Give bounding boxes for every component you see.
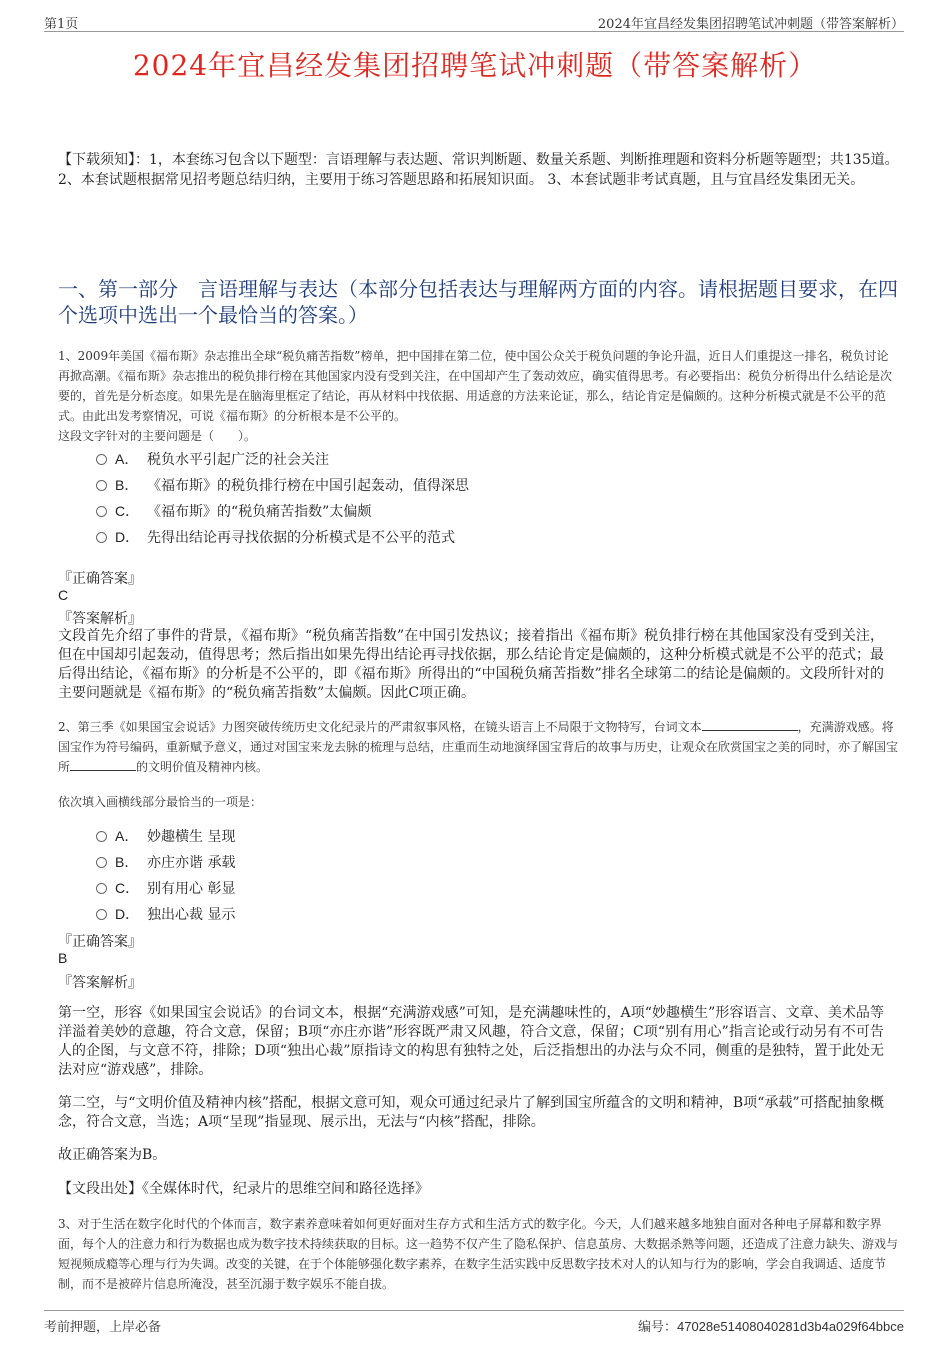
radio-icon[interactable] bbox=[96, 506, 107, 517]
page-number: 第1页 bbox=[44, 17, 79, 32]
footer-slogan: 考前押题，上岸必备 bbox=[44, 1320, 162, 1335]
header-divider bbox=[44, 31, 904, 32]
question-3-text: 3、对于生活在数字化时代的个体而言，数字素养意味着如何更好面对生存方式和生活方式的数字化。今天，人们越来越多地独自面对各种电子屏幕和数字界面，每个人的注意力和行为数据也成为数字技术持续获取的目标。这一趋势不仅产生了隐私保护、信息茧房、大数据杀熟等问题，还造成了注意力缺失、游戏与短视频成瘾等心理与行为失调。改变的关键，在于个体能够强化数字素养，在数字生活实践中反思数字技术对人的认知与行为的影响，学会自我调适、适度节制，而不是被碎片信息所淹没，甚至沉溺于数字娱乐不能自拔。 bbox=[58, 1217, 899, 1291]
question-1-option-b[interactable]: B． 《福布斯》的税负排行榜在中国引起轰动，值得深思 bbox=[96, 472, 469, 498]
question-1-analysis-label: 『答案解析』 bbox=[58, 611, 142, 627]
question-2-analysis-2: 第二空，与“文明价值及精神内核”搭配，根据文意可知，观众可通过纪录片了解到国宝所蕴含的文明和精神，B项“承载”可搭配抽象概念，符合文意，当选；A项“呈现”指显现、展示出，无法与“内核”搭配，排除。 bbox=[58, 1095, 884, 1130]
question-2-analysis-3: 故正确答案为B。 bbox=[58, 1147, 167, 1163]
question-2-options bbox=[96, 823, 235, 927]
question-2-option-b[interactable]: B． 亦庄亦谐 承载 bbox=[96, 849, 235, 875]
footer-divider bbox=[44, 1310, 904, 1311]
page-header bbox=[0, 0, 950, 30]
question-2-option-d[interactable]: D． 独出心裁 显示 bbox=[96, 901, 235, 927]
question-2-answer-label: 『正确答案』 bbox=[58, 934, 142, 950]
question-2-analysis-label: 『答案解析』 bbox=[58, 975, 142, 991]
header-doc-title: 2024年宜昌经发集团招聘笔试冲刺题（带答案解析） bbox=[597, 17, 904, 32]
fill-blank-2 bbox=[70, 758, 136, 771]
question-2-analysis-1: 第一空，形容《如果国宝会说话》的台词文本，根据“充满游戏感”可知，是充满趣味性的，A项“妙趣横生”形容语言、文章、美术品等洋溢着美妙的意趣，符合文意，保留；B项“亦庄亦谐”形容既严肃又风趣，符合文意，保留；C项“别有用心”指言论或行动另有不可告人的企图，与文意不符，排除；D项“独出心裁”原指诗文的构思有独特之处，后泛指想出的办法与众不同，侧重的是独特，置于此处无法对应“游戏感”，排除。 bbox=[58, 1005, 884, 1078]
question-1-options bbox=[96, 446, 469, 550]
radio-icon[interactable] bbox=[96, 857, 107, 868]
fill-blank-1 bbox=[702, 718, 798, 731]
radio-icon[interactable] bbox=[96, 480, 107, 491]
question-1-analysis: 文段首先介绍了事件的背景，《福布斯》“税负痛苦指数”在中国引发热议；接着指出《福布斯》税负排行榜在其他国家没有受到关注，但在中国却引起轰动，值得思考；然后指出如果先得出结论再寻找依据，那么结论肯定是偏颇的，这种分析模式就是不公平的范式；最后得出结论，《福布斯》的分析是不公平的，即《福布斯》所得出的“中国税负痛苦指数”排名全球第二的结论是偏颇的。文段所针对的主要问题就是《福布斯》的“税负痛苦指数”太偏颇。因此C项正确。 bbox=[58, 628, 884, 701]
radio-icon[interactable] bbox=[96, 532, 107, 543]
question-2-source: 【文段出处】《全媒体时代，纪录片的思维空间和路径选择》 bbox=[58, 1181, 429, 1197]
question-1-stem: 这段文字针对的主要问题是（ ）。 bbox=[58, 429, 257, 443]
radio-icon[interactable] bbox=[96, 831, 107, 842]
question-2-option-a[interactable]: A． 妙趣横生 呈现 bbox=[96, 823, 235, 849]
question-1-answer: C bbox=[58, 587, 69, 603]
question-1-option-a[interactable]: A． 税负水平引起广泛的社会关注 bbox=[96, 446, 469, 472]
section-heading: 一、第一部分 言语理解与表达（本部分包括表达与理解两方面的内容。请根据题目要求，在四个选项中选出一个最恰当的答案。） bbox=[58, 277, 898, 327]
radio-icon[interactable] bbox=[96, 909, 107, 920]
question-1-option-c[interactable]: C． 《福布斯》的“税负痛苦指数”太偏颇 bbox=[96, 498, 469, 524]
question-1-text: 1、2009年美国《福布斯》杂志推出全球“税负痛苦指数”榜单，把中国排在第二位，使中国公众关于税负问题的争论升温，近日人们重提这一排名，税负讨论再掀高潮。《福布斯》杂志推出的税负排行榜在其他国家内没有受到关注，在中国却产生了轰动效应，确实值得思考。有必要指出：税负分析得出什么结论是次要的，首先是分析态度。如果先是在脑海里框定了结论，再从材料中找依据、用适意的方法来论证，那么，结论肯定是偏颇的。这种分析模式就是不公平的范式。由此出发考察情况，可说《福布斯》的分析根本是不公平的。 bbox=[58, 349, 893, 423]
page-footer bbox=[0, 1310, 950, 1345]
radio-icon[interactable] bbox=[96, 883, 107, 894]
question-2-option-c[interactable]: C． 别有用心 彰显 bbox=[96, 875, 235, 901]
radio-icon[interactable] bbox=[96, 454, 107, 465]
download-notice: 【下载须知】：1，本套练习包含以下题型：言语理解与表达题、常识判断题、数量关系题、判断推理题和资料分析题等题型；共135道。 2、本套试题根据常见招考题总结归纳，主要用于练习答题思路和拓展知识面。 3、本套试题非考试真题，且与宜昌经发集团无关。 bbox=[58, 152, 899, 188]
document-id: 编号：47028e51408040281d3b4a029f64bbce bbox=[637, 1319, 904, 1334]
question-1-answer-label: 『正确答案』 bbox=[58, 571, 142, 587]
question-2-stem: 依次填入画横线部分最恰当的一项是： bbox=[58, 795, 263, 809]
question-2-answer: B bbox=[58, 950, 68, 966]
question-1-option-d[interactable]: D． 先得出结论再寻找依据的分析模式是不公平的范式 bbox=[96, 524, 469, 550]
question-2-text: 2、第三季《如果国宝会说话》力图突破传统历史文化纪录片的严肃叙事风格，在镜头语言上不局限于文物特写，台词文本 ，充满游戏感。将国宝作为符号编码，重新赋予意义，通过对国宝来龙去脉的梳理与总结，庄重而生动地演绎国宝背后的故事与历史，让观众在欣赏国宝之美的同时，亦了解国宝所 的文明价值及精神内核。 bbox=[58, 720, 899, 774]
page-title: 2024年宜昌经发集团招聘笔试冲刺题（带答案解析） bbox=[132, 49, 818, 82]
